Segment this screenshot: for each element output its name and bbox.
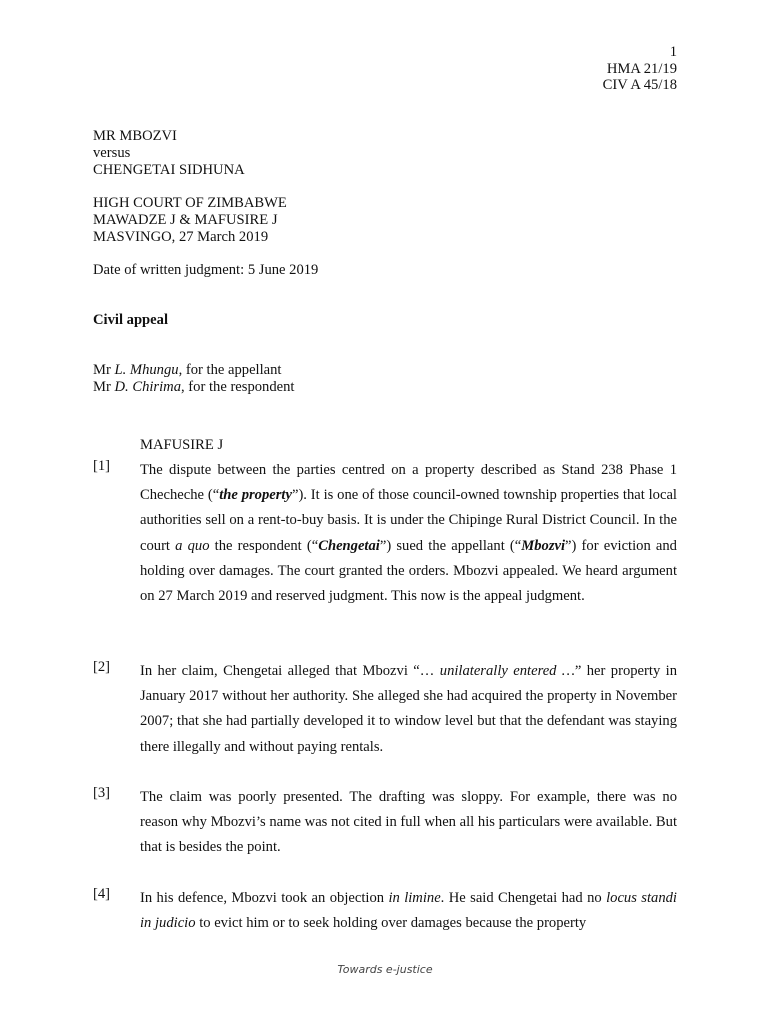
counsel-role: , for the appellant: [178, 362, 282, 378]
counsel-respondent: [93, 379, 294, 396]
paragraph-text-run: the respondent (“: [209, 537, 319, 554]
paragraph: [93, 458, 677, 609]
paragraph-text-run: unilaterally entered …: [439, 663, 575, 679]
paragraph: [93, 886, 677, 936]
paragraph-text-run: The dispute between the parties centred on a property described as Stand 238 Phase 1 Checheche (“: [140, 462, 677, 504]
paragraph-text-run: in limine: [388, 890, 441, 906]
paragraph-text-run: The claim was poorly presented. The drafting was sloppy. For example, there was no reason why Mbozvi’s name was not cited in full when all his particulars were available. But that is besides the point.: [140, 789, 677, 856]
paragraph-text: [140, 785, 677, 861]
paragraph-text: [140, 886, 677, 936]
counsel-appellant: [93, 362, 294, 379]
respondent-name: CHENGETAI SIDHUNA: [93, 161, 245, 178]
case-reference-civ: CIV A 45/18: [602, 77, 677, 93]
counsel-role: , for the respondent: [181, 378, 295, 395]
paragraph-text-run: locus standi in judicio: [140, 890, 677, 932]
venue-date: MASVINGO, 27 March 2019: [93, 228, 269, 245]
judgment-date: Date of written judgment: 5 June 2019: [93, 262, 319, 278]
court-block: [93, 195, 287, 245]
page-number: 1: [669, 44, 677, 60]
paragraph-number: [2]: [93, 659, 111, 675]
paragraph-text-run: ”). It is one of those council-owned township properties that local authorities sell on a rent-to-buy basis. It is under the Chipinge Rural District Council. In the court: [140, 487, 677, 554]
paragraph-text: [140, 659, 677, 760]
court-name: HIGH COURT OF ZIMBABWE: [93, 195, 287, 211]
paragraph: [93, 659, 677, 760]
page-footer: Towards e-justice: [337, 963, 433, 976]
case-reference-hma: HMA 21/19: [606, 60, 677, 77]
paragraph-text-run: a quo: [175, 537, 210, 554]
paragraph-text: [140, 458, 677, 609]
paragraph-text-run: ” her property in January 2017 without her authority. She alleged she had acquired the property in November 2007; that she had partially developed it to window level but that the defendant was staying there illegally and without paying rentals.: [140, 663, 677, 755]
counsel-block: [93, 362, 294, 396]
paragraph-text-run: ”) for eviction and holding over damages. The court granted the orders. Mbozvi appealed. We heard argument on 27 March 2019 and reserved judgment. This now is the appeal judgment.: [140, 537, 677, 605]
parties-block: [93, 128, 245, 178]
judge-heading: MAFUSIRE J: [140, 437, 224, 453]
paragraph-number: [4]: [93, 886, 111, 902]
paragraph-number: [1]: [93, 458, 111, 474]
paragraph-text-run: to evict him or to seek holding over damages because the property: [195, 915, 587, 932]
paragraph-text-run: In her claim, Chengetai alleged that Mbozvi “…: [140, 663, 440, 679]
case-type: Civil appeal: [93, 312, 169, 328]
counsel-name: L. Mhungu: [114, 362, 179, 378]
paragraph-text-run: In his defence, Mbozvi took an objection: [140, 890, 389, 906]
paragraph-text-run: Chengetai: [318, 537, 380, 554]
paragraph-text-run: the property: [219, 487, 292, 504]
paragraph-number: [3]: [93, 785, 111, 801]
versus-label: versus: [93, 144, 131, 161]
appellant-name: MR MBOZVI: [93, 128, 177, 144]
counsel-prefix: Mr: [93, 362, 115, 378]
page-header: [603, 44, 677, 94]
paragraph-text-run: Mbozvi: [521, 537, 566, 554]
counsel-prefix: Mr: [93, 378, 115, 395]
paragraph: [93, 785, 677, 861]
paragraph-text-run: ”) sued the appellant (“: [379, 537, 522, 554]
counsel-name: D. Chirima: [114, 378, 181, 395]
judges-line: MAWADZE J & MAFUSIRE J: [93, 211, 278, 228]
paragraph-text-run: . He said Chengetai had no: [440, 890, 607, 906]
